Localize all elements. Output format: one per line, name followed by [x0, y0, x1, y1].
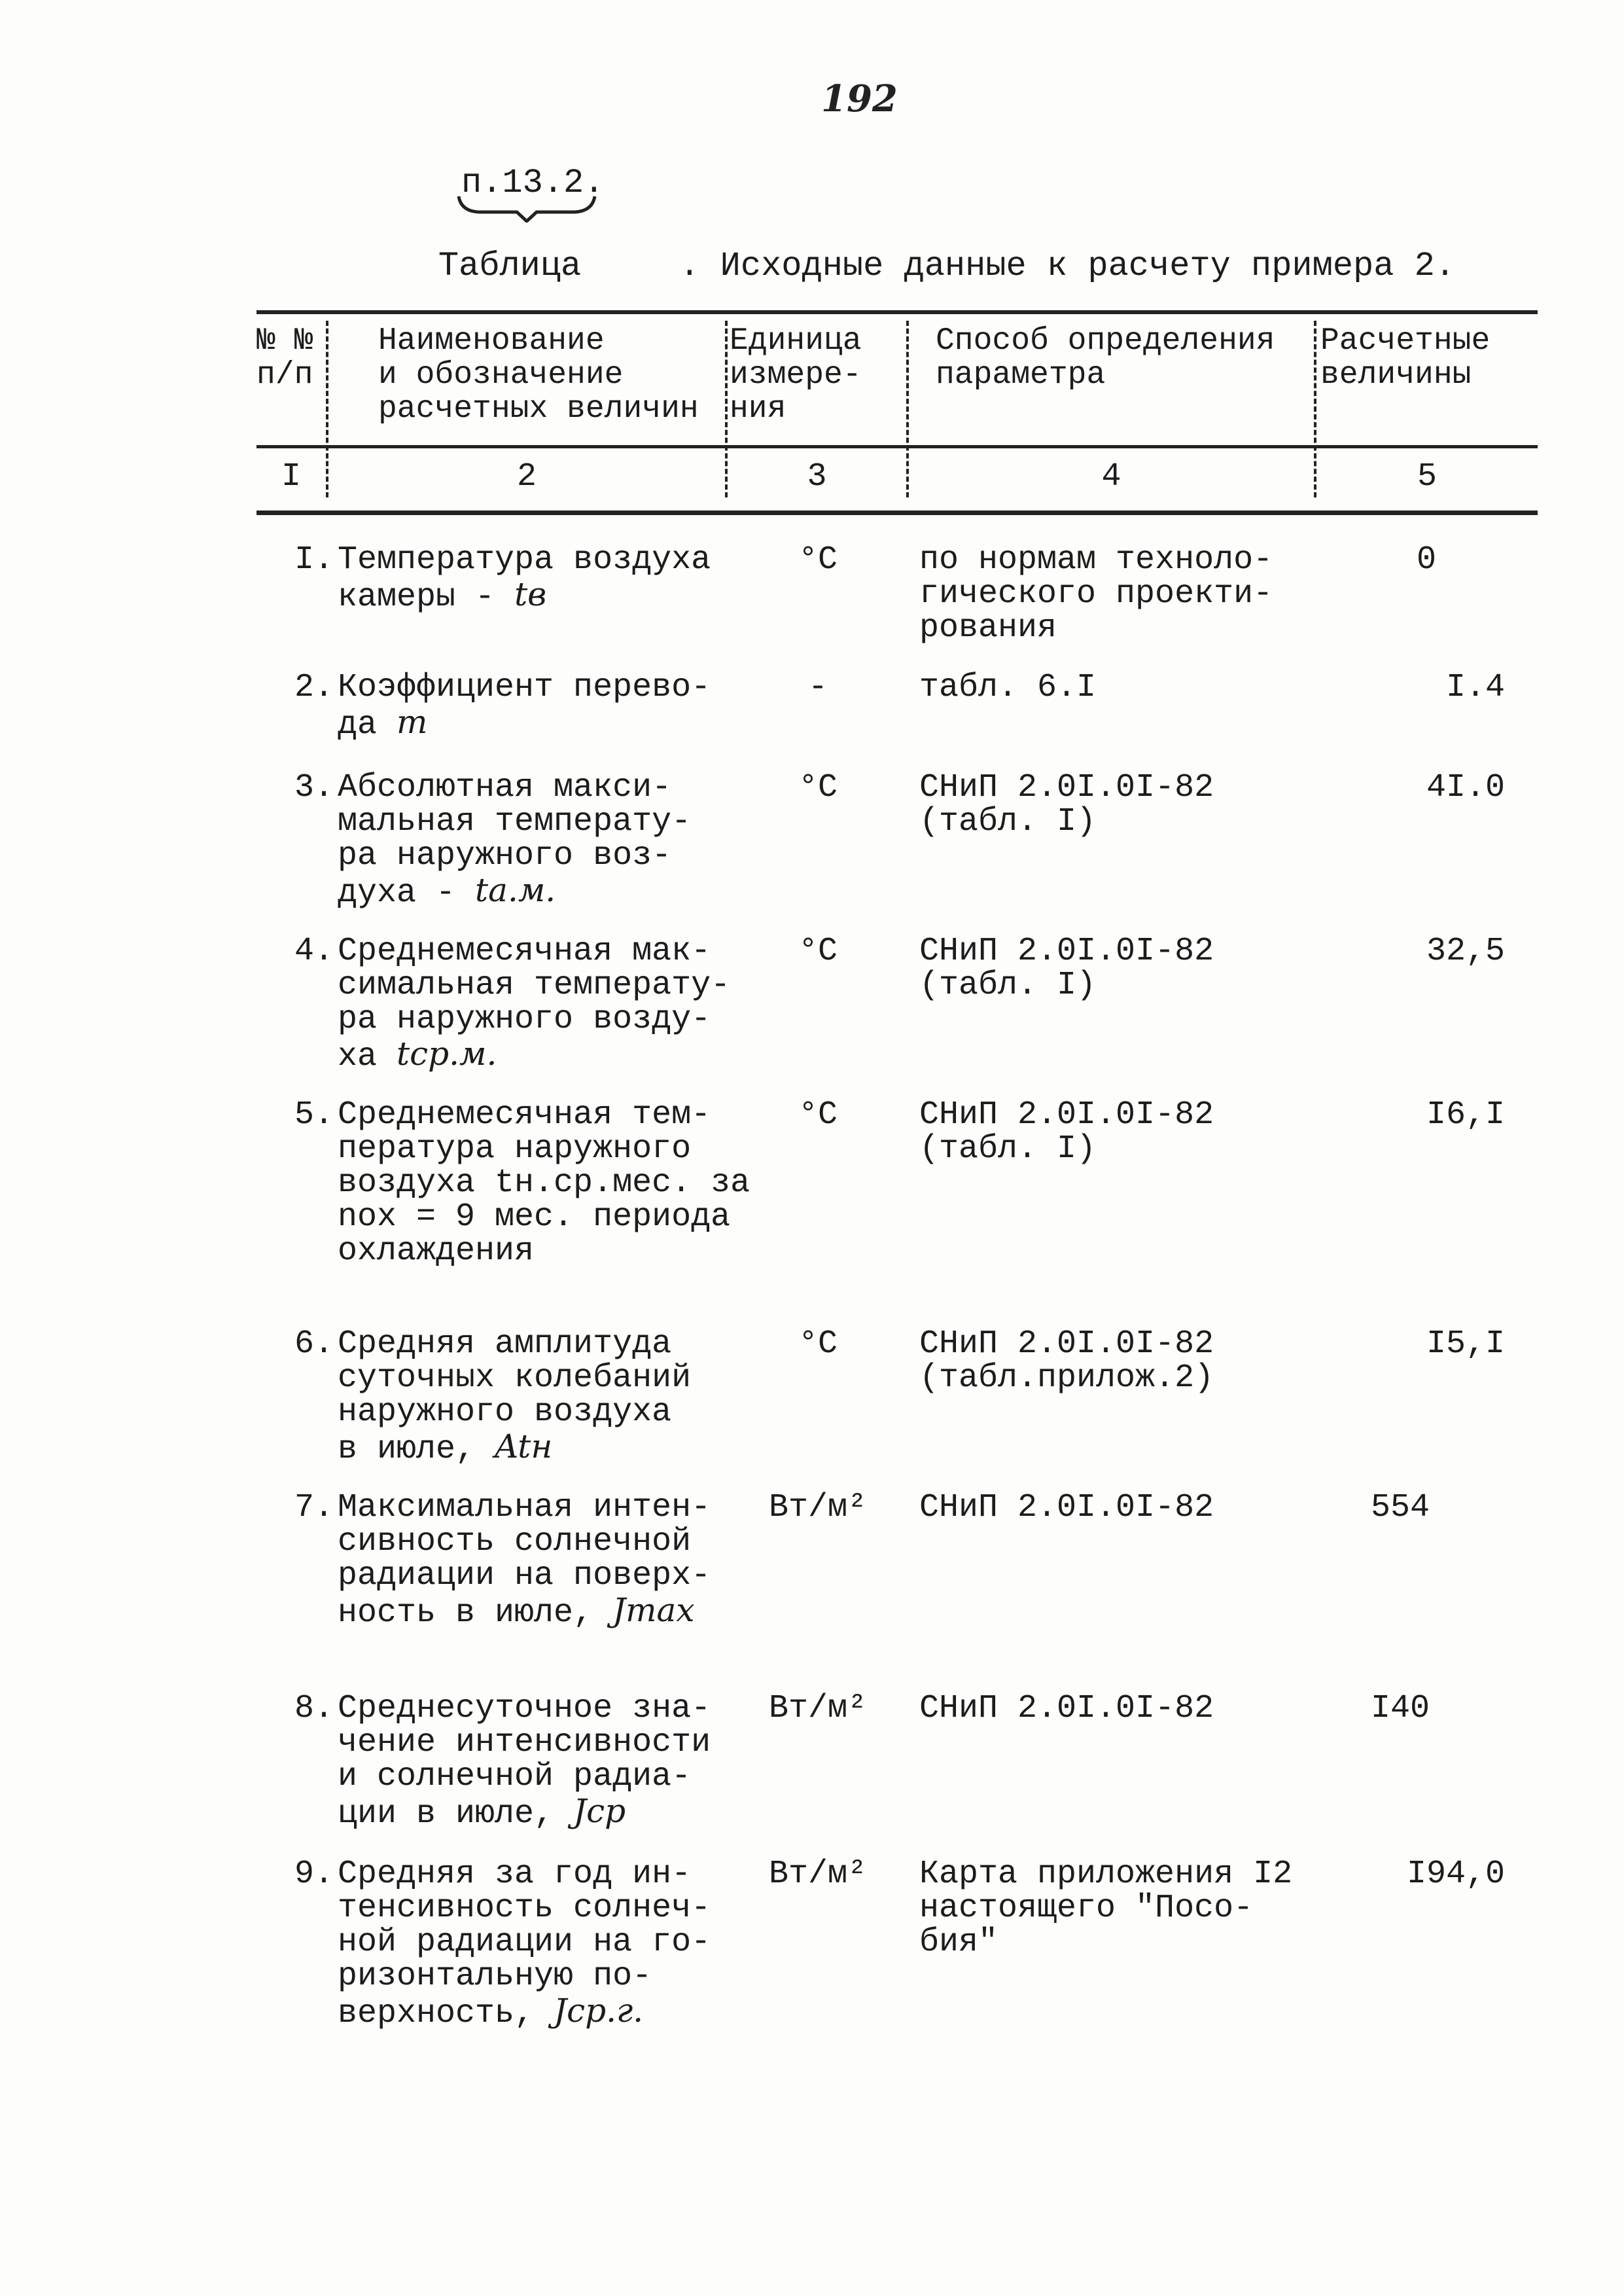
row-symbol: tср.м. [397, 1035, 497, 1073]
title-reference: п.13.2. [461, 164, 605, 202]
header-col-number: № № п/п [256, 323, 313, 393]
row-name: Среднесуточное зна- чение интенсивности и солнечной радиа- ции в июле, Jср [338, 1690, 711, 1833]
row-number: 4. [294, 933, 334, 970]
row-symbol: Jср [573, 1792, 626, 1830]
table-body-rule [256, 511, 1538, 515]
row-unit: °C [798, 1096, 838, 1134]
row-name: Среднемесячная мак- симальная температу- ра наружного возду- ха tср.м. [338, 933, 731, 1075]
column-number: I [281, 458, 301, 495]
column-number: 5 [1417, 458, 1437, 495]
row-value: I94,0 [1406, 1856, 1505, 1893]
row-name: Коэффициент перево- да m [338, 669, 711, 744]
row-number: I. [294, 541, 334, 579]
row-value: I.4 [1445, 669, 1505, 706]
row-unit: °C [798, 1325, 838, 1363]
row-value: I6,I [1426, 1096, 1505, 1134]
row-name: Средняя амплитуда суточных колебаний наружного воздуха в июле, Atн [338, 1325, 692, 1468]
row-method: СНиП 2.0I.0I-82 [919, 1489, 1214, 1526]
row-symbol: Jср.г. [554, 1992, 644, 2030]
column-number: 2 [516, 458, 537, 495]
table-top-rule [256, 310, 1538, 314]
page-number: 192 [821, 77, 898, 120]
row-method: СНиП 2.0I.0I-82 (табл. I) [919, 933, 1214, 1004]
row-number: 9. [294, 1856, 334, 1893]
row-unit: °C [798, 933, 838, 970]
header-col-method: Способ определения параметра [936, 323, 1275, 393]
column-number: 3 [807, 458, 827, 495]
row-method: СНиП 2.0I.0I-82 (табл. I) [919, 1096, 1214, 1168]
row-number: 6. [294, 1325, 334, 1363]
row-method: Карта приложения I2 настоящего "Посо- бия" [919, 1856, 1293, 1961]
header-col-unit: Единица измере- ния [730, 323, 862, 427]
row-value: I40 [1370, 1690, 1430, 1727]
row-symbol: m [397, 703, 428, 741]
row-symbol: Jmax [612, 1591, 695, 1629]
row-method: табл. 6.I [919, 669, 1097, 706]
row-unit: Вт/м² [768, 1489, 868, 1526]
row-name: Средняя за год ин- тенсивность солнеч- ной радиации на го- ризонтальную по- верхность, Jср.г. [338, 1856, 711, 2032]
row-symbol: Atн [495, 1427, 553, 1465]
row-name: Максимальная интен- сивность солнечной радиации на поверх- ность в июле, Jmax [338, 1489, 711, 1632]
row-value: 0 [1416, 541, 1436, 579]
row-method: СНиП 2.0I.0I-82 (табл. I) [919, 769, 1214, 840]
row-symbol: tв [514, 575, 547, 613]
row-number: 3. [294, 769, 334, 806]
row-method: СНиП 2.0I.0I-82 (табл.прилож.2) [919, 1325, 1214, 1397]
row-number: 2. [294, 669, 334, 706]
row-number: 5. [294, 1096, 334, 1134]
header-col-name: Наименование и обозначение расчетных величин [378, 323, 699, 427]
row-name: Температура воздуха камеры - tв [338, 541, 711, 616]
column-number: 4 [1101, 458, 1121, 495]
title-caption: . Исходные данные к расчету примера 2. [679, 247, 1456, 285]
row-unit: °C [798, 769, 838, 806]
row-value: 4I.0 [1426, 769, 1505, 806]
row-unit: Вт/м² [768, 1690, 868, 1727]
row-unit: Вт/м² [768, 1856, 868, 1893]
row-name: Среднемесячная тем- пература наружного воздуха tн.ср.мес. за nох = 9 мес. периода охлаждения [338, 1096, 750, 1270]
row-name: Абсолютная макси- мальная температу- ра наружного воз- духа - tа.м. [338, 769, 692, 912]
row-method: СНиП 2.0I.0I-82 [919, 1690, 1214, 1727]
row-unit: - [807, 669, 828, 706]
header-col-value: Расчетные величины [1320, 323, 1491, 393]
row-value: 554 [1370, 1489, 1430, 1526]
row-value: 32,5 [1426, 933, 1505, 970]
row-symbol: tа.м. [475, 871, 556, 909]
table-header-rule [256, 445, 1538, 448]
row-number: 8. [294, 1690, 334, 1727]
row-number: 7. [294, 1489, 334, 1526]
title-word: Таблица [438, 247, 582, 285]
table-title [357, 164, 1469, 285]
row-unit: °C [798, 541, 838, 579]
row-value: I5,I [1426, 1325, 1505, 1363]
row-method: по нормам техноло- гического проекти- рования [919, 541, 1273, 647]
